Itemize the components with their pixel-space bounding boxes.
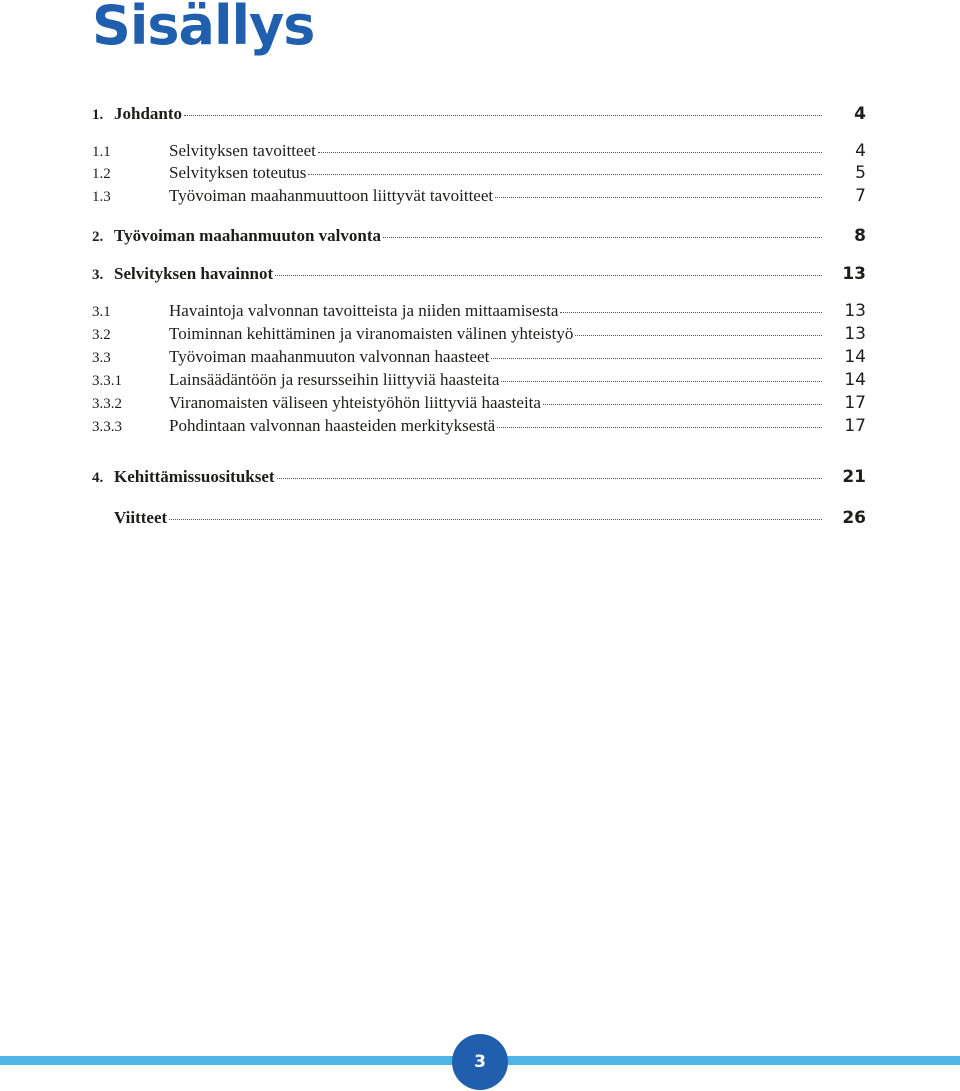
toc-entry-page: 13 bbox=[844, 301, 866, 321]
toc-entry-label: Työvoiman maahanmuuttoon liittyvät tavoitteet bbox=[169, 186, 494, 205]
toc-entry-label: Kehittämissuositukset bbox=[114, 467, 275, 486]
toc-entry-page: 4 bbox=[855, 141, 866, 161]
toc-entry-page: 17 bbox=[844, 416, 866, 436]
dot-leader bbox=[543, 404, 822, 405]
toc-entry-page: 13 bbox=[842, 264, 866, 284]
dot-leader bbox=[497, 427, 822, 428]
dot-leader bbox=[277, 478, 822, 479]
toc-entry-number: 3.3.1 bbox=[92, 373, 122, 389]
toc-entry[interactable] bbox=[92, 393, 866, 417]
toc-entry[interactable] bbox=[92, 301, 866, 325]
toc-entry-label: Pohdintaan valvonnan haasteiden merkityksestä bbox=[169, 416, 496, 435]
toc-entry-number: 3.3.3 bbox=[92, 419, 122, 435]
toc-entry-page: 13 bbox=[844, 324, 866, 344]
toc-entry-label: Toiminnan kehittäminen ja viranomaisten välinen yhteistyö bbox=[169, 324, 574, 343]
toc-entry[interactable] bbox=[92, 226, 866, 250]
toc-entry-page: 14 bbox=[844, 347, 866, 367]
toc-entry-page: 17 bbox=[844, 393, 866, 413]
dot-leader bbox=[495, 197, 822, 198]
toc-entry-label: Lainsäädäntöön ja resursseihin liittyviä haasteita bbox=[169, 370, 500, 389]
toc-entry-number: 3.3 bbox=[92, 350, 111, 366]
toc-entry[interactable] bbox=[92, 264, 866, 288]
toc-entry[interactable] bbox=[92, 163, 866, 187]
dot-leader bbox=[275, 275, 822, 276]
toc-entry-label: Havaintoja valvonnan tavoitteista ja niiden mittaamisesta bbox=[169, 301, 559, 320]
page-title: Sisällys bbox=[92, 0, 315, 57]
dot-leader bbox=[318, 152, 822, 153]
toc-entry[interactable] bbox=[92, 347, 866, 371]
toc-entry-label: Työvoiman maahanmuuton valvonnan haasteet bbox=[169, 347, 490, 366]
page-number-badge bbox=[452, 1034, 508, 1090]
toc-entry[interactable] bbox=[92, 508, 866, 532]
toc-entry[interactable] bbox=[92, 141, 866, 165]
toc-entry-page: 5 bbox=[855, 163, 866, 183]
toc-entry-label: Viitteet bbox=[114, 508, 168, 527]
toc-entry-number: 1.1 bbox=[92, 144, 111, 160]
dot-leader bbox=[575, 335, 822, 336]
toc-entry-page: 14 bbox=[844, 370, 866, 390]
toc-entry-number: 3.1 bbox=[92, 304, 111, 320]
toc-entry-label: Viranomaisten väliseen yhteistyöhön liittyviä haasteita bbox=[169, 393, 541, 412]
toc-entry-page: 21 bbox=[842, 467, 866, 487]
toc-entry-page: 26 bbox=[842, 508, 866, 528]
dot-leader bbox=[501, 381, 822, 382]
toc-entry-label: Johdanto bbox=[114, 104, 183, 123]
dot-leader bbox=[560, 312, 822, 313]
toc-entry-number: 2. bbox=[92, 229, 104, 245]
dot-leader bbox=[184, 115, 822, 116]
toc-entry-label: Selvityksen tavoitteet bbox=[169, 141, 316, 160]
toc-entry-label: Selvityksen havainnot bbox=[114, 264, 274, 283]
toc-entry[interactable] bbox=[92, 104, 866, 128]
dot-leader bbox=[308, 174, 822, 175]
toc-entry-number: 4. bbox=[92, 470, 104, 486]
toc-entry[interactable] bbox=[92, 186, 866, 210]
toc-entry-label: Selvityksen toteutus bbox=[169, 163, 307, 182]
toc-entry-page: 4 bbox=[854, 104, 866, 124]
toc-entry[interactable] bbox=[92, 467, 866, 491]
toc-entry[interactable] bbox=[92, 324, 866, 348]
toc-entry-label: Työvoiman maahanmuuton valvonta bbox=[114, 226, 382, 245]
toc-entry-number: 1. bbox=[92, 107, 104, 123]
toc-entry-number: 3.3.2 bbox=[92, 396, 122, 412]
toc-entry-page: 8 bbox=[854, 226, 866, 246]
toc-entry-number: 1.2 bbox=[92, 166, 111, 182]
dot-leader bbox=[169, 519, 822, 520]
toc-entry[interactable] bbox=[92, 416, 866, 440]
toc-entry-number: 3. bbox=[92, 267, 104, 283]
toc-entry-page: 7 bbox=[855, 186, 866, 206]
dot-leader bbox=[491, 358, 822, 359]
toc-entry[interactable] bbox=[92, 370, 866, 394]
page-number: 3 bbox=[474, 1052, 486, 1072]
dot-leader bbox=[383, 237, 822, 238]
toc-entry-number: 3.2 bbox=[92, 327, 111, 343]
toc-entry-number: 1.3 bbox=[92, 189, 111, 205]
